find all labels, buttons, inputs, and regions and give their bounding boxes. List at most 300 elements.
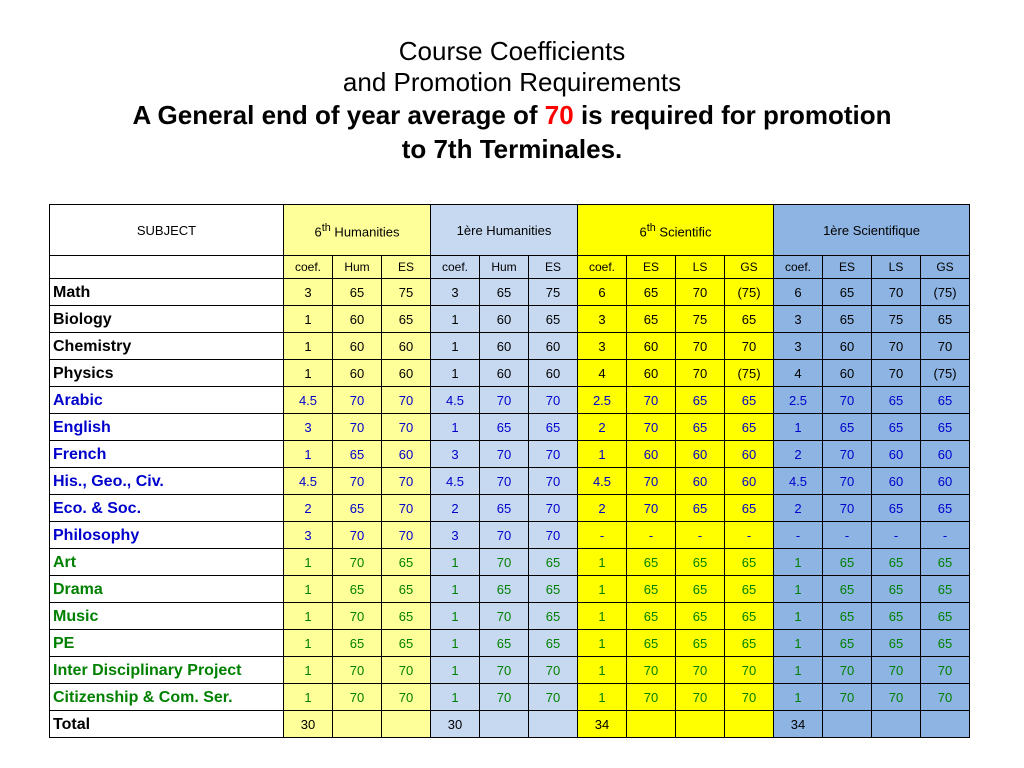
subject-name: Physics bbox=[50, 360, 284, 387]
cell-g4-2: 65 bbox=[872, 387, 921, 414]
cell-g3-1: 65 bbox=[627, 576, 676, 603]
table-row bbox=[50, 684, 970, 711]
cell-g4-0: 2 bbox=[774, 441, 823, 468]
cell-g2-2: 65 bbox=[529, 306, 578, 333]
cell-g1-0: 3 bbox=[284, 414, 333, 441]
cell-g4-1: 70 bbox=[823, 684, 872, 711]
cell-g4-3: 65 bbox=[921, 576, 970, 603]
cell-g4-2: 70 bbox=[872, 684, 921, 711]
cell-g1-1: 60 bbox=[333, 360, 382, 387]
cell-g1-1: 65 bbox=[333, 630, 382, 657]
cell-g1-0: 1 bbox=[284, 360, 333, 387]
subject-header: SUBJECT bbox=[50, 205, 284, 256]
subcol-g3-2: LS bbox=[676, 256, 725, 279]
cell-g2-0: 1 bbox=[431, 306, 480, 333]
subcol-g2-1: Hum bbox=[480, 256, 529, 279]
cell-g4-2: 70 bbox=[872, 279, 921, 306]
cell-g4-1: 65 bbox=[823, 549, 872, 576]
subject-name: Drama bbox=[50, 576, 284, 603]
cell-g1-0: 1 bbox=[284, 333, 333, 360]
cell-g1-2: 70 bbox=[382, 495, 431, 522]
cell-g3-1: 65 bbox=[627, 279, 676, 306]
cell-g2-2: 70 bbox=[529, 522, 578, 549]
cell-g1-0: 3 bbox=[284, 279, 333, 306]
cell-g3-2: 65 bbox=[676, 414, 725, 441]
cell-g2-1: 70 bbox=[480, 522, 529, 549]
cell-g3-2: 70 bbox=[676, 684, 725, 711]
cell-g4-1: 65 bbox=[823, 603, 872, 630]
cell-g2-2: 60 bbox=[529, 333, 578, 360]
cell-g2-0: 1 bbox=[431, 414, 480, 441]
group-header-6th-humanities: 6th Humanities bbox=[284, 205, 431, 256]
cell-g4-0: 1 bbox=[774, 603, 823, 630]
subcol-g3-0: coef. bbox=[578, 256, 627, 279]
subject-name: His., Geo., Civ. bbox=[50, 468, 284, 495]
cell-g3-2: 65 bbox=[676, 630, 725, 657]
cell-g1-1: 65 bbox=[333, 279, 382, 306]
table-row bbox=[50, 333, 970, 360]
cell-g1-1: 65 bbox=[333, 576, 382, 603]
cell-g4-3: (75) bbox=[921, 279, 970, 306]
cell-g1-1: 70 bbox=[333, 387, 382, 414]
cell-g3-1: 70 bbox=[627, 468, 676, 495]
table-row bbox=[50, 441, 970, 468]
cell-g3-3: 70 bbox=[725, 657, 774, 684]
cell-g3-3: 65 bbox=[725, 306, 774, 333]
cell-g3-1: 65 bbox=[627, 549, 676, 576]
cell-g2-0: 4.5 bbox=[431, 387, 480, 414]
cell-g4-3: 65 bbox=[921, 549, 970, 576]
cell-g3-1: 70 bbox=[627, 684, 676, 711]
subject-name: Total bbox=[50, 711, 284, 738]
cell-g2-0: 4.5 bbox=[431, 468, 480, 495]
cell-g4-2: 60 bbox=[872, 468, 921, 495]
cell-g1-1: 70 bbox=[333, 468, 382, 495]
table-row bbox=[50, 360, 970, 387]
cell-g4-0: 1 bbox=[774, 414, 823, 441]
cell-g3-0: - bbox=[578, 522, 627, 549]
cell-g4-3: 70 bbox=[921, 657, 970, 684]
cell-g1-2: 75 bbox=[382, 279, 431, 306]
cell-g1-2: 65 bbox=[382, 306, 431, 333]
subject-name: Math bbox=[50, 279, 284, 306]
cell-g1-0: 1 bbox=[284, 549, 333, 576]
cell-g2-2: 70 bbox=[529, 468, 578, 495]
cell-g1-0: 1 bbox=[284, 657, 333, 684]
subject-name: French bbox=[50, 441, 284, 468]
cell-g3-0: 1 bbox=[578, 441, 627, 468]
cell-g4-2: 70 bbox=[872, 360, 921, 387]
cell-g2-2: 70 bbox=[529, 495, 578, 522]
cell-g1-2: 65 bbox=[382, 576, 431, 603]
cell-g2-2: 65 bbox=[529, 603, 578, 630]
cell-g1-2: 70 bbox=[382, 657, 431, 684]
table-row bbox=[50, 576, 970, 603]
cell-g4-0: 34 bbox=[774, 711, 823, 738]
cell-g4-3: - bbox=[921, 522, 970, 549]
subcol-g1-0: coef. bbox=[284, 256, 333, 279]
cell-g1-2: 60 bbox=[382, 360, 431, 387]
cell-g3-3: - bbox=[725, 522, 774, 549]
subject-name: English bbox=[50, 414, 284, 441]
title-line-1: Course Coefficients bbox=[398, 36, 626, 66]
cell-g1-1: 70 bbox=[333, 414, 382, 441]
title-line-2: and Promotion Requirements bbox=[342, 67, 682, 97]
group-header-1ere-scientifique: 1ère Scientifique bbox=[774, 205, 970, 256]
cell-g3-3: 65 bbox=[725, 387, 774, 414]
cell-g3-1: 60 bbox=[627, 441, 676, 468]
cell-g4-1: 65 bbox=[823, 279, 872, 306]
subcol-g1-1: Hum bbox=[333, 256, 382, 279]
cell-g4-0: 1 bbox=[774, 630, 823, 657]
cell-g4-2: 70 bbox=[872, 333, 921, 360]
subject-name: Citizenship & Com. Ser. bbox=[50, 684, 284, 711]
cell-g4-1: 70 bbox=[823, 657, 872, 684]
cell-g2-1: 70 bbox=[480, 684, 529, 711]
cell-g2-0: 1 bbox=[431, 360, 480, 387]
cell-g3-3: 60 bbox=[725, 468, 774, 495]
table-row bbox=[50, 657, 970, 684]
cell-g2-1: 70 bbox=[480, 468, 529, 495]
cell-g2-2: 65 bbox=[529, 414, 578, 441]
cell-g2-1: 70 bbox=[480, 441, 529, 468]
subject-name: Inter Disciplinary Project bbox=[50, 657, 284, 684]
cell-g3-2: 70 bbox=[676, 333, 725, 360]
subject-name: Philosophy bbox=[50, 522, 284, 549]
cell-g3-0: 3 bbox=[578, 333, 627, 360]
cell-g4-3: 65 bbox=[921, 495, 970, 522]
cell-g2-2: 70 bbox=[529, 441, 578, 468]
cell-g2-2: 65 bbox=[529, 549, 578, 576]
cell-g3-3: 65 bbox=[725, 576, 774, 603]
cell-g4-3: (75) bbox=[921, 360, 970, 387]
cell-g2-1: 60 bbox=[480, 333, 529, 360]
cell-g3-2 bbox=[676, 711, 725, 738]
cell-g4-2: 65 bbox=[872, 414, 921, 441]
cell-g1-0: 1 bbox=[284, 441, 333, 468]
subject-name: Eco. & Soc. bbox=[50, 495, 284, 522]
cell-g4-3: 60 bbox=[921, 468, 970, 495]
cell-g4-2: 70 bbox=[872, 657, 921, 684]
cell-g2-1: 65 bbox=[480, 495, 529, 522]
cell-g1-2: 65 bbox=[382, 630, 431, 657]
cell-g1-0: 2 bbox=[284, 495, 333, 522]
subcol-g3-3: GS bbox=[725, 256, 774, 279]
cell-g2-2: 70 bbox=[529, 657, 578, 684]
cell-g4-1: 70 bbox=[823, 495, 872, 522]
cell-g1-2: 60 bbox=[382, 441, 431, 468]
coefficients-table bbox=[49, 204, 970, 738]
cell-g4-2: 75 bbox=[872, 306, 921, 333]
cell-g1-1: 60 bbox=[333, 333, 382, 360]
cell-g4-0: 1 bbox=[774, 549, 823, 576]
subcol-g4-3: GS bbox=[921, 256, 970, 279]
cell-g2-2: 75 bbox=[529, 279, 578, 306]
cell-g3-3: 65 bbox=[725, 549, 774, 576]
cell-g3-2: 70 bbox=[676, 360, 725, 387]
required-average: 70 bbox=[544, 100, 574, 130]
cell-g4-2: - bbox=[872, 522, 921, 549]
cell-g2-1: 70 bbox=[480, 657, 529, 684]
cell-g4-3 bbox=[921, 711, 970, 738]
cell-g4-0: 4 bbox=[774, 360, 823, 387]
cell-g4-1: 65 bbox=[823, 576, 872, 603]
cell-g4-3: 65 bbox=[921, 306, 970, 333]
cell-g1-1: 70 bbox=[333, 522, 382, 549]
cell-g2-0: 3 bbox=[431, 522, 480, 549]
cell-g1-0: 1 bbox=[284, 576, 333, 603]
cell-g1-2 bbox=[382, 711, 431, 738]
cell-g2-1: 60 bbox=[480, 306, 529, 333]
title-line-3 bbox=[0, 98, 1024, 132]
cell-g4-0: 1 bbox=[774, 657, 823, 684]
cell-g3-0: 1 bbox=[578, 603, 627, 630]
subject-name: Music bbox=[50, 603, 284, 630]
cell-g4-1: 60 bbox=[823, 360, 872, 387]
cell-g4-1: - bbox=[823, 522, 872, 549]
cell-g4-1: 60 bbox=[823, 333, 872, 360]
cell-g3-2: 65 bbox=[676, 603, 725, 630]
cell-g4-3: 70 bbox=[921, 333, 970, 360]
cell-g3-1 bbox=[627, 711, 676, 738]
cell-g3-0: 1 bbox=[578, 576, 627, 603]
cell-g2-1: 70 bbox=[480, 603, 529, 630]
table-row bbox=[50, 495, 970, 522]
cell-g2-0: 3 bbox=[431, 441, 480, 468]
cell-g1-1: 60 bbox=[333, 306, 382, 333]
cell-g3-0: 1 bbox=[578, 549, 627, 576]
cell-g3-3: (75) bbox=[725, 279, 774, 306]
cell-g3-1: - bbox=[627, 522, 676, 549]
group-header-1ere-humanities: 1ère Humanities bbox=[431, 205, 578, 256]
cell-g1-2: 70 bbox=[382, 468, 431, 495]
subcol-blank bbox=[50, 256, 284, 279]
cell-g4-0: 3 bbox=[774, 306, 823, 333]
cell-g2-0: 1 bbox=[431, 603, 480, 630]
table-row bbox=[50, 414, 970, 441]
table-row bbox=[50, 522, 970, 549]
cell-g2-2: 70 bbox=[529, 684, 578, 711]
table-row bbox=[50, 549, 970, 576]
cell-g2-0: 3 bbox=[431, 279, 480, 306]
cell-g4-0: 1 bbox=[774, 576, 823, 603]
cell-g3-1: 70 bbox=[627, 387, 676, 414]
title-line-4: to 7th Terminales. bbox=[401, 134, 623, 164]
subject-name: Biology bbox=[50, 306, 284, 333]
subcol-g4-1: ES bbox=[823, 256, 872, 279]
cell-g3-0: 2 bbox=[578, 414, 627, 441]
cell-g4-2: 60 bbox=[872, 441, 921, 468]
cell-g3-2: 65 bbox=[676, 495, 725, 522]
cell-g4-1: 65 bbox=[823, 630, 872, 657]
cell-g1-1: 70 bbox=[333, 603, 382, 630]
cell-g2-2: 60 bbox=[529, 360, 578, 387]
cell-g3-3: 65 bbox=[725, 495, 774, 522]
cell-g4-2: 65 bbox=[872, 549, 921, 576]
cell-g2-0: 1 bbox=[431, 549, 480, 576]
cell-g3-2: 60 bbox=[676, 441, 725, 468]
cell-g3-2: 65 bbox=[676, 549, 725, 576]
cell-g4-1: 70 bbox=[823, 387, 872, 414]
table-row bbox=[50, 630, 970, 657]
table-row bbox=[50, 387, 970, 414]
subject-name: Chemistry bbox=[50, 333, 284, 360]
cell-g3-0: 2.5 bbox=[578, 387, 627, 414]
subcol-g4-0: coef. bbox=[774, 256, 823, 279]
cell-g4-0: 4.5 bbox=[774, 468, 823, 495]
cell-g1-1: 70 bbox=[333, 549, 382, 576]
cell-g1-2: 65 bbox=[382, 549, 431, 576]
cell-g4-0: 1 bbox=[774, 684, 823, 711]
cell-g3-3: 70 bbox=[725, 684, 774, 711]
cell-g3-1: 70 bbox=[627, 414, 676, 441]
table-row bbox=[50, 603, 970, 630]
cell-g1-0: 4.5 bbox=[284, 468, 333, 495]
cell-g3-0: 1 bbox=[578, 630, 627, 657]
cell-g3-3: 65 bbox=[725, 630, 774, 657]
subcol-g2-0: coef. bbox=[431, 256, 480, 279]
cell-g4-3: 65 bbox=[921, 387, 970, 414]
cell-g4-3: 65 bbox=[921, 603, 970, 630]
cell-g3-2: 70 bbox=[676, 657, 725, 684]
cell-g3-3: 70 bbox=[725, 333, 774, 360]
cell-g4-3: 65 bbox=[921, 414, 970, 441]
cell-g4-1: 65 bbox=[823, 414, 872, 441]
cell-g2-1: 65 bbox=[480, 279, 529, 306]
cell-g1-0: 1 bbox=[284, 306, 333, 333]
cell-g3-1: 65 bbox=[627, 630, 676, 657]
cell-g2-0: 1 bbox=[431, 333, 480, 360]
cell-g2-0: 1 bbox=[431, 684, 480, 711]
subcol-g4-2: LS bbox=[872, 256, 921, 279]
subject-name: Art bbox=[50, 549, 284, 576]
cell-g4-1: 70 bbox=[823, 468, 872, 495]
cell-g2-1: 65 bbox=[480, 414, 529, 441]
cell-g1-0: 1 bbox=[284, 684, 333, 711]
cell-g4-0: 2 bbox=[774, 495, 823, 522]
cell-g2-1: 70 bbox=[480, 549, 529, 576]
cell-g2-1: 70 bbox=[480, 387, 529, 414]
cell-g3-0: 4 bbox=[578, 360, 627, 387]
cell-g2-0: 1 bbox=[431, 630, 480, 657]
cell-g1-2: 70 bbox=[382, 684, 431, 711]
slide-title bbox=[0, 36, 1024, 166]
cell-g2-1: 65 bbox=[480, 576, 529, 603]
cell-g2-0: 1 bbox=[431, 657, 480, 684]
cell-g3-3: 60 bbox=[725, 441, 774, 468]
cell-g3-3: 65 bbox=[725, 603, 774, 630]
cell-g1-0: 3 bbox=[284, 522, 333, 549]
cell-g3-0: 2 bbox=[578, 495, 627, 522]
cell-g3-2: 75 bbox=[676, 306, 725, 333]
cell-g4-2: 65 bbox=[872, 630, 921, 657]
cell-g2-2: 65 bbox=[529, 576, 578, 603]
cell-g3-1: 70 bbox=[627, 495, 676, 522]
table-row bbox=[50, 468, 970, 495]
cell-g2-2 bbox=[529, 711, 578, 738]
table-row bbox=[50, 306, 970, 333]
cell-g1-1: 65 bbox=[333, 495, 382, 522]
cell-g3-0: 4.5 bbox=[578, 468, 627, 495]
cell-g1-2: 65 bbox=[382, 603, 431, 630]
cell-g4-0: 6 bbox=[774, 279, 823, 306]
cell-g1-0: 30 bbox=[284, 711, 333, 738]
cell-g4-0: - bbox=[774, 522, 823, 549]
table-row bbox=[50, 279, 970, 306]
cell-g3-1: 65 bbox=[627, 306, 676, 333]
cell-g2-0: 2 bbox=[431, 495, 480, 522]
cell-g3-1: 70 bbox=[627, 657, 676, 684]
cell-g4-1: 65 bbox=[823, 306, 872, 333]
cell-g2-1 bbox=[480, 711, 529, 738]
subcol-g1-2: ES bbox=[382, 256, 431, 279]
cell-g4-0: 3 bbox=[774, 333, 823, 360]
cell-g3-0: 1 bbox=[578, 657, 627, 684]
cell-g1-1: 70 bbox=[333, 684, 382, 711]
cell-g3-0: 34 bbox=[578, 711, 627, 738]
cell-g4-2: 65 bbox=[872, 603, 921, 630]
cell-g3-0: 6 bbox=[578, 279, 627, 306]
cell-g3-2: 60 bbox=[676, 468, 725, 495]
cell-g3-0: 3 bbox=[578, 306, 627, 333]
cell-g3-1: 60 bbox=[627, 333, 676, 360]
cell-g3-2: 70 bbox=[676, 279, 725, 306]
cell-g3-1: 60 bbox=[627, 360, 676, 387]
cell-g3-3: 65 bbox=[725, 414, 774, 441]
cell-g2-2: 70 bbox=[529, 387, 578, 414]
cell-g3-2: 65 bbox=[676, 576, 725, 603]
cell-g4-2: 65 bbox=[872, 576, 921, 603]
cell-g1-0: 1 bbox=[284, 630, 333, 657]
cell-g1-1: 65 bbox=[333, 441, 382, 468]
subject-name: Arabic bbox=[50, 387, 284, 414]
cell-g3-2: 65 bbox=[676, 387, 725, 414]
cell-g1-2: 60 bbox=[382, 333, 431, 360]
cell-g2-0: 1 bbox=[431, 576, 480, 603]
cell-g4-3: 60 bbox=[921, 441, 970, 468]
title-line-3-pre: A General end of year average of bbox=[132, 100, 545, 130]
cell-g4-2: 65 bbox=[872, 495, 921, 522]
cell-g4-1 bbox=[823, 711, 872, 738]
cell-g2-1: 65 bbox=[480, 630, 529, 657]
cell-g2-1: 60 bbox=[480, 360, 529, 387]
cell-g1-1: 70 bbox=[333, 657, 382, 684]
cell-g4-0: 2.5 bbox=[774, 387, 823, 414]
cell-g3-3: (75) bbox=[725, 360, 774, 387]
subject-name: PE bbox=[50, 630, 284, 657]
subcol-g3-1: ES bbox=[627, 256, 676, 279]
cell-g3-2: - bbox=[676, 522, 725, 549]
cell-g1-2: 70 bbox=[382, 387, 431, 414]
cell-g1-1 bbox=[333, 711, 382, 738]
subcol-g2-2: ES bbox=[529, 256, 578, 279]
table-row bbox=[50, 711, 970, 738]
cell-g3-3 bbox=[725, 711, 774, 738]
cell-g3-0: 1 bbox=[578, 684, 627, 711]
cell-g4-3: 70 bbox=[921, 684, 970, 711]
cell-g4-3: 65 bbox=[921, 630, 970, 657]
cell-g2-2: 65 bbox=[529, 630, 578, 657]
group-header-6th-scientific: 6th Scientific bbox=[578, 205, 774, 256]
cell-g1-2: 70 bbox=[382, 414, 431, 441]
cell-g4-1: 70 bbox=[823, 441, 872, 468]
cell-g4-2 bbox=[872, 711, 921, 738]
title-line-3-post: is required for promotion bbox=[573, 100, 892, 130]
cell-g1-0: 1 bbox=[284, 603, 333, 630]
cell-g1-2: 70 bbox=[382, 522, 431, 549]
cell-g3-1: 65 bbox=[627, 603, 676, 630]
cell-g1-0: 4.5 bbox=[284, 387, 333, 414]
